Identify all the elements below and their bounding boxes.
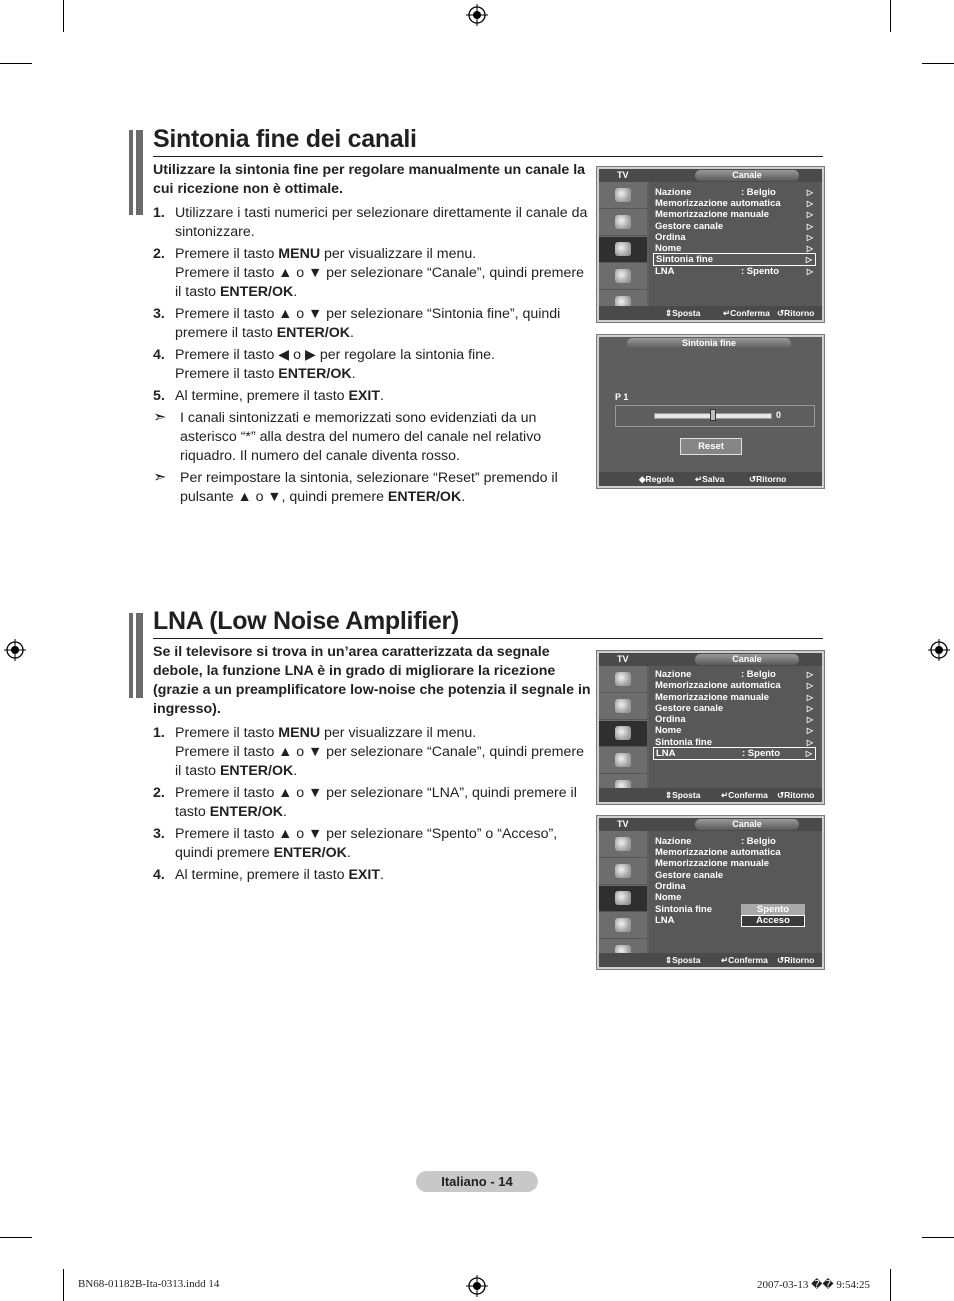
osd-menu-item[interactable]: Gestore canale bbox=[655, 870, 724, 881]
channel-icon bbox=[599, 237, 647, 263]
osd-menu-list bbox=[649, 182, 820, 306]
osd-foot-back: ↺ Ritorno bbox=[777, 308, 815, 318]
osd-menu-item[interactable]: Nazione : Belgio bbox=[655, 836, 776, 847]
sound-icon bbox=[599, 694, 647, 720]
osd-menu-item[interactable]: Memorizzazione manuale ▷ bbox=[655, 209, 813, 220]
osd-menu-list bbox=[649, 666, 820, 788]
osd-sidebar bbox=[599, 666, 647, 788]
osd-menu-item[interactable]: Gestore canale ▷ bbox=[655, 221, 813, 232]
osd-footer: ⇕ Sposta ↵ Conferma ↺ Ritorno bbox=[599, 953, 822, 967]
slug-file: BN68-01182B-Ita-0313.indd 14 bbox=[78, 1278, 220, 1290]
osd-menu-item[interactable]: Gestore canale ▷ bbox=[655, 703, 813, 714]
section-title-lna: LNA (Low Noise Amplifier) bbox=[153, 607, 459, 635]
osd-menu-item[interactable]: Memorizzazione automatica bbox=[655, 847, 781, 858]
lna-instructions bbox=[153, 643, 593, 888]
osd-foot-move: ⇕ Sposta bbox=[665, 308, 701, 318]
crop-mark bbox=[63, 0, 64, 32]
slug-date: 2007-03-13 �� 9:54:25 bbox=[757, 1279, 870, 1291]
sound-icon bbox=[599, 859, 647, 885]
register-mark-icon bbox=[928, 639, 950, 661]
osd-menu-item[interactable]: Nome ▷ bbox=[655, 725, 813, 736]
lna-option-acceso[interactable]: Acceso bbox=[741, 915, 805, 927]
osd-tab: Sintonia fine bbox=[627, 338, 791, 349]
fine-tune-value: 0 bbox=[776, 410, 782, 420]
section-marker bbox=[129, 130, 143, 215]
crop-mark bbox=[890, 1269, 891, 1301]
step-item: 4. Premere il tasto ◀ o ▶ per regolare la sintonia fine. Premere il tasto ENTER/OK. bbox=[153, 347, 495, 382]
osd-menu-item[interactable]: Ordina ▷ bbox=[655, 232, 813, 243]
section-rule bbox=[153, 156, 823, 157]
section-marker bbox=[129, 613, 143, 698]
page-number-label: Italiano - 14 bbox=[416, 1171, 538, 1192]
channel-label: P 1 bbox=[615, 392, 629, 402]
reset-button[interactable]: Reset bbox=[680, 438, 742, 455]
osd-footer bbox=[599, 306, 822, 320]
osd-menu-item[interactable]: Sintonia fine ▷ bbox=[655, 737, 813, 748]
osd-menu-item-selected[interactable]: Sintonia fine ▷ bbox=[653, 253, 816, 266]
lead-text: Utilizzare la sintonia fine per regolare manualmente un canale la cui ricezione non è ottimale. bbox=[153, 162, 586, 197]
crop-mark bbox=[890, 0, 891, 32]
osd-tv-label: TV bbox=[617, 170, 629, 180]
note-arrow-icon: ➣ bbox=[153, 409, 167, 426]
osd-menu-item[interactable]: Memorizzazione automatica ▷ bbox=[655, 680, 813, 691]
register-mark-icon bbox=[4, 639, 26, 661]
channel-icon bbox=[599, 886, 647, 912]
setup-icon bbox=[599, 913, 647, 939]
picture-icon bbox=[599, 183, 647, 209]
step-item: 2. Premere il tasto MENU per visualizzare il menu. Premere il tasto ▲ o ▼ per selezionare “Canale”, quindi premere il tasto ENTER/OK. bbox=[153, 246, 584, 300]
picture-icon bbox=[599, 832, 647, 858]
section-title-fine-tune: Sintonia fine dei canali bbox=[153, 125, 417, 153]
sound-icon bbox=[599, 210, 647, 236]
osd-menu-item[interactable]: Nazione : Belgio ▷ bbox=[655, 187, 813, 198]
osd-foot-back: ↺ Ritorno bbox=[749, 474, 787, 484]
osd-menu-item[interactable]: LNA : Spento ▷ bbox=[655, 266, 813, 277]
step-item: 3. Premere il tasto ▲ o ▼ per selezionare “Sintonia fine”, quindi premere il tasto ENTER/OK. bbox=[153, 306, 561, 341]
lead-text: Se il televisore si trova in un’area caratterizzata da segnale debole, la funzione LNA è in grado di migliorare la ricezione (grazie a un preamplificatore low-noise che potenzia il segnale in ingresso). bbox=[153, 644, 591, 717]
osd-footer: ⇕ Sposta ↵ Conferma ↺ Ritorno bbox=[599, 788, 822, 802]
step-item: 4. Al termine, premere il tasto EXIT. bbox=[153, 867, 384, 883]
picture-icon bbox=[599, 667, 647, 693]
lna-option-spento[interactable]: Spento bbox=[741, 904, 805, 915]
osd-foot-save: ↵ Salva bbox=[695, 474, 725, 484]
setup-icon bbox=[599, 264, 647, 290]
register-mark-icon bbox=[466, 4, 488, 26]
osd-sidebar bbox=[599, 182, 647, 306]
osd-menu-item-selected[interactable]: LNA : Spento ▷ bbox=[653, 747, 816, 760]
osd-menu-item[interactable]: LNA bbox=[655, 915, 675, 926]
osd-channel-menu-lna: TV Canale Nazione : Belgio ▷ Memorizzazione automatica ▷ Memorizzazione manuale ▷ Gestore canale ▷ Ordina ▷ Nome ▷ Sintonia fine ▷ LNA : Spento ▷ ⇕ Sposta ↵ Conferma ↺ Ritorno bbox=[596, 650, 825, 805]
fine-tune-slider-knob[interactable] bbox=[710, 409, 716, 421]
crop-mark bbox=[0, 63, 32, 64]
setup-icon bbox=[599, 748, 647, 774]
crop-mark bbox=[922, 63, 954, 64]
osd-foot-adjust: ◆ Regola bbox=[639, 474, 674, 484]
fine-tune-slider-box bbox=[615, 405, 815, 427]
note-item: ➣ Per reimpostare la sintonia, selezionare “Reset” premendo il pulsante ▲ o ▼, quindi premere ENTER/OK. bbox=[153, 469, 558, 505]
step-item: 1. Utilizzare i tasti numerici per selezionare direttamente il canale da sintonizzare. bbox=[153, 205, 588, 240]
note-arrow-icon: ➣ bbox=[153, 469, 167, 486]
osd-menu-item[interactable]: Memorizzazione manuale ▷ bbox=[655, 692, 813, 703]
osd-menu-item[interactable]: Memorizzazione automatica ▷ bbox=[655, 198, 813, 209]
fine-tune-instructions bbox=[153, 161, 589, 510]
step-item: 5. Al termine, premere il tasto EXIT. bbox=[153, 388, 384, 404]
osd-fine-tune-dialog bbox=[596, 334, 825, 489]
osd-menu-item[interactable]: Ordina bbox=[655, 881, 686, 892]
osd-lna-options: TV Canale Nazione : Belgio Memorizzazione automatica Memorizzazione manuale Gestore canale Ordina Nome Sintonia fine LNA Spento Acceso ⇕ Sposta ↵ Conferma ↺ Ritorno bbox=[596, 815, 825, 970]
osd-menu-item[interactable]: Sintonia fine bbox=[655, 904, 712, 915]
crop-mark bbox=[0, 1237, 32, 1238]
crop-mark bbox=[63, 1269, 64, 1301]
osd-menu-list bbox=[649, 831, 820, 953]
step-item: 3. Premere il tasto ▲ o ▼ per selezionare “Spento” o “Acceso”, quindi premere ENTER/OK. bbox=[153, 826, 558, 861]
osd-menu-item[interactable]: Nazione : Belgio ▷ bbox=[655, 669, 813, 680]
osd-menu-item[interactable]: Nome ▷ bbox=[655, 243, 813, 254]
channel-icon bbox=[599, 721, 647, 747]
osd-footer bbox=[599, 472, 822, 486]
crop-mark bbox=[922, 1237, 954, 1238]
osd-channel-menu-fine-tune bbox=[596, 166, 825, 323]
osd-menu-item[interactable]: Nome bbox=[655, 892, 682, 903]
osd-foot-confirm: ↵ Conferma bbox=[723, 308, 770, 318]
osd-menu-item[interactable]: Memorizzazione manuale bbox=[655, 858, 770, 869]
step-item: 1. Premere il tasto MENU per visualizzare il menu. Premere il tasto ▲ o ▼ per selezionare “Canale”, quindi premere il tasto ENTER/OK. bbox=[153, 725, 584, 779]
note-item: ➣ I canali sintonizzati e memorizzati sono evidenziati da un asterisco “*” alla destra del numero del canale nel relativo riquadro. Il numero del canale diventa rosso. bbox=[153, 409, 542, 464]
osd-tab: Canale bbox=[695, 170, 799, 181]
register-mark-icon bbox=[466, 1275, 488, 1297]
step-item: 2. Premere il tasto ▲ o ▼ per selezionare “LNA”, quindi premere il tasto ENTER/OK. bbox=[153, 785, 577, 820]
osd-menu-item[interactable]: Ordina ▷ bbox=[655, 714, 813, 725]
osd-sidebar bbox=[599, 831, 647, 953]
section-rule bbox=[153, 638, 823, 639]
